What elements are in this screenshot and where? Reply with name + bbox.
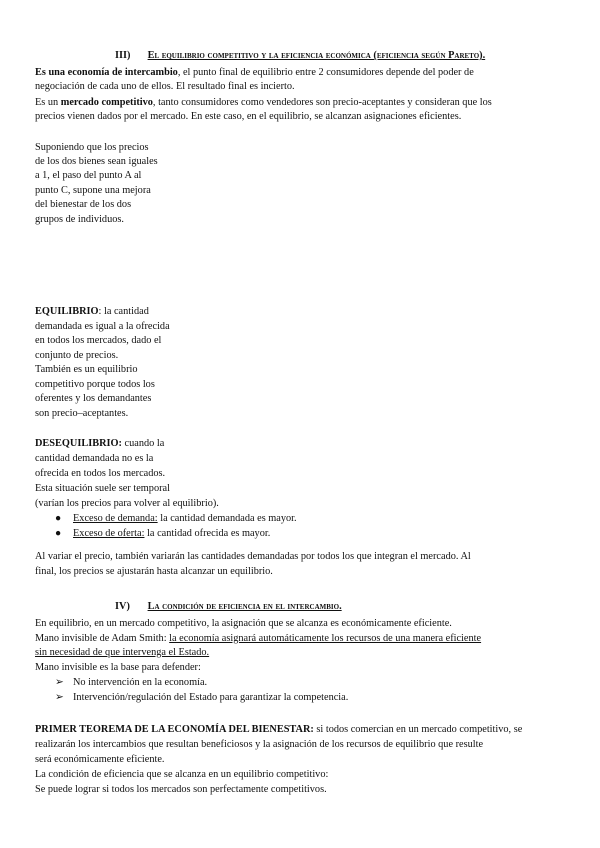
section-4-title: La condición de eficiencia en el intercambio. (147, 601, 342, 612)
closing-line-1: Al variar el precio, también variarán las cantidades demandadas por todos los que integran el mercado. Al (35, 551, 471, 562)
equilibrium-line-5: También es un equilibrio (35, 364, 138, 375)
disequilibrium-term: DESEQUILIBRIO: (35, 438, 122, 449)
closing-line-2: final, los precios se ajustarán hasta alcanzar un equilibrio. (35, 566, 273, 577)
excess-demand-label: Exceso de demanda: (73, 513, 158, 524)
arrow-icon: ➢ (55, 677, 64, 688)
market-line-1-text: , tanto consumidores como vendedores son precio-aceptantes y consideran que los (152, 97, 492, 108)
bullet-icon: ● (55, 513, 62, 524)
suppose-line-6: grupos de individuos. (35, 214, 124, 225)
section-3-number: III) (115, 50, 131, 61)
final-line: Se puede lograr si todos los mercados son perfectamente competitivos. (35, 784, 327, 795)
excess-supply-label: Exceso de oferta: (73, 528, 145, 539)
equilibrium-line-2: demandada es igual a la ofrecida (35, 321, 170, 332)
efficiency-line: En equilibrio, en un mercado competitivo, la asignación que se alcanza es económicamente eficiente. (35, 618, 452, 629)
adam-smith-prefix: Mano invisible de Adam Smith: (35, 633, 170, 644)
section-4-number: IV) (115, 601, 130, 612)
disequilibrium-line-2: cantidad demandada no es la (35, 453, 154, 464)
arrow-item-2 (55, 691, 348, 703)
paragraph-market-line-2: precios vienen dados por el mercado. En este caso, en el equilibrio, se alcanzan asignaciones eficientes. (35, 111, 462, 122)
section-3-title: El equilibrio competitivo y la eficiencia económica (eficiencia según Pareto). (147, 50, 486, 61)
disequilibrium-line-4: Esta situación suele ser temporal (35, 483, 170, 494)
adam-smith-underlined-1: la economía asignará automáticamente los recursos de una manera eficiente (169, 633, 482, 644)
paragraph-exchange-line-2: negociación de cada uno de ellos. El resultado final es incierto. (35, 81, 295, 92)
excess-demand-text: la cantidad demandada es mayor. (157, 513, 297, 524)
arrow-icon: ➢ (55, 692, 64, 703)
suppose-line-2: de los dos bienes sean iguales (35, 156, 158, 167)
bullet-excess-demand (55, 513, 297, 524)
equilibrium-line-7: oferentes y los demandantes (35, 393, 152, 404)
suppose-line-3: a 1, el paso del punto A al (35, 170, 142, 181)
exchange-line-1-text: , el punto final de equilibrio entre 2 consumidores depende del poder de (177, 67, 474, 78)
theorem-line-1 (35, 723, 522, 737)
arrow-item-1 (55, 676, 207, 688)
excess-supply-text: la cantidad ofrecida es mayor. (144, 528, 271, 539)
market-line-start: Es un (35, 97, 61, 108)
competitive-market-term: mercado competitivo (60, 97, 153, 108)
equilibrium-line-1-text: : la cantidad (98, 306, 149, 317)
equilibrium-line-4: conjunto de precios. (35, 350, 119, 361)
disequilibrium-line-1 (35, 437, 164, 451)
bullet-icon: ● (55, 528, 62, 539)
adam-smith-line-1 (35, 632, 481, 646)
equilibrium-line-1 (35, 305, 149, 319)
equilibrium-line-6: competitivo porque todos los (35, 379, 155, 390)
theorem-line-2: realizarán los intercambios que resultan beneficiosos y la asignación de los recursos de equilibrio que resulte (35, 739, 484, 750)
base-line: Mano invisible es la base para defender: (35, 662, 201, 673)
adam-smith-line-2: sin necesidad de que intervenga el Estado. (35, 647, 210, 658)
disequilibrium-line-3: ofrecida en todos los mercados. (35, 468, 166, 479)
first-welfare-theorem-term: PRIMER TEOREMA DE LA ECONOMÍA DEL BIENESTAR: (35, 724, 314, 735)
equilibrium-line-8: son precio–aceptantes. (35, 408, 129, 419)
equilibrium-line-3: en todos los mercados, dado el (35, 335, 162, 346)
section-3-heading (115, 50, 485, 61)
suppose-line-4: punto C, supone una mejora (35, 185, 151, 196)
theorem-line-1-text: si todos comercian en un mercado competitivo, se (313, 724, 523, 735)
paragraph-exchange-line-1 (35, 66, 474, 80)
suppose-line-5: del bienestar de los dos (35, 199, 132, 210)
condition-line: La condición de eficiencia que se alcanza en un equilibrio competitivo: (35, 769, 329, 780)
arrow-item-1-text: No intervención en la economía. (73, 677, 208, 688)
equilibrium-term: EQUILIBRIO (35, 306, 99, 317)
paragraph-market-line-1 (35, 96, 492, 110)
exchange-economy-term: Es una economía de intercambio (35, 67, 178, 78)
disequilibrium-line-5: (varían los precios para volver al equilibrio). (35, 498, 219, 509)
disequilibrium-line-1-text: cuando la (121, 438, 165, 449)
theorem-line-3: será económicamente eficiente. (35, 754, 165, 765)
section-4-heading (115, 601, 342, 612)
arrow-item-2-text: Intervención/regulación del Estado para garantizar la competencia. (73, 692, 349, 703)
suppose-line-1: Suponiendo que los precios (35, 142, 149, 153)
bullet-excess-supply (55, 528, 270, 539)
